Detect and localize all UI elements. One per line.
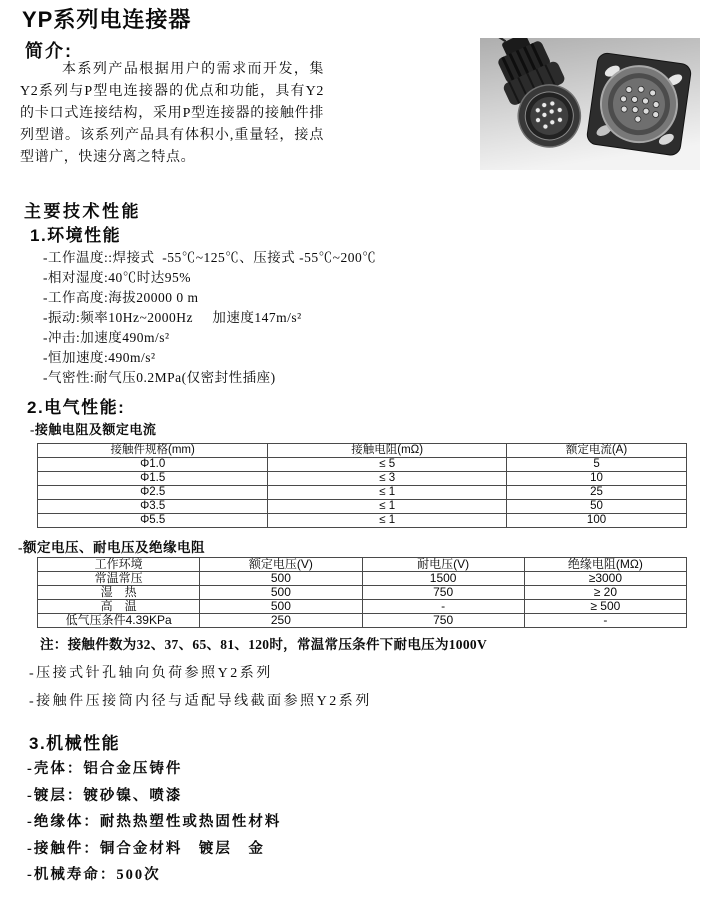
- table-cell: 低气压条件4.39KPa: [38, 614, 200, 628]
- receptacle-connector-illustration: [586, 52, 692, 156]
- list-item: -振动:频率10Hz~2000Hz 加速度147m/s²: [43, 310, 302, 325]
- table-row: [38, 586, 687, 600]
- table-header-cell: 绝缘电阻(MΩ): [524, 558, 686, 572]
- tech-heading: 主要技术性能: [24, 202, 141, 221]
- list-item: -恒加速度:490m/s²: [43, 350, 156, 365]
- table-cell: 250: [200, 614, 362, 628]
- table-cell: 500: [200, 600, 362, 614]
- list-item: -工作温度::焊接式 -55℃~125℃、压接式 -55℃~200℃: [43, 250, 377, 265]
- table-cell: Φ2.5: [38, 486, 268, 500]
- list-item: -接触件压接筒内径与适配导线截面参照Y2系列: [29, 694, 372, 709]
- table-header-cell: 工作环境: [38, 558, 200, 572]
- voltage-insulation-table: [37, 557, 687, 628]
- elec-extra-list: [29, 660, 372, 716]
- table-cell: ≤ 1: [268, 486, 507, 500]
- list-item: -气密性:耐气压0.2MPa(仅密封性插座): [43, 370, 276, 385]
- table-header-cell: 额定电压(V): [200, 558, 362, 572]
- table-row: [38, 572, 687, 586]
- table-row: [38, 458, 687, 472]
- table-cell: -: [524, 614, 686, 628]
- table-header-cell: 接触件规格(mm): [38, 444, 268, 458]
- table-cell: 高 温: [38, 600, 200, 614]
- list-item: -工作高度:海拔20000 0 m: [43, 290, 199, 305]
- table2-label: -额定电压、耐电压及绝缘电阻: [18, 540, 205, 555]
- table-cell: 1500: [362, 572, 524, 586]
- env-list: [43, 248, 376, 388]
- table-cell: 湿 热: [38, 586, 200, 600]
- table-row: [38, 514, 687, 528]
- table-cell: ≤ 5: [268, 458, 507, 472]
- table-cell: 5: [507, 458, 687, 472]
- list-item: -镀层：镀砂镍、喷漆: [27, 787, 183, 804]
- table-cell: Φ1.5: [38, 472, 268, 486]
- table-cell: ≥ 20: [524, 586, 686, 600]
- table-cell: 10: [507, 472, 687, 486]
- table-cell: Φ5.5: [38, 514, 268, 528]
- table-cell: ≥3000: [524, 572, 686, 586]
- product-photo: [480, 38, 700, 170]
- table-header-cell: 耐电压(V): [362, 558, 524, 572]
- intro-paragraph: 本系列产品根据用户的需求而开发，集Y2系列与P型电连接器的优点和功能，具有Y2的卡口式连接结构，采用P型连接器的接触件排列型谱。该系列产品具有体积小,重量轻，接点型谱广，快速分离之特点。: [20, 62, 324, 165]
- mech-heading: 3.机械性能: [29, 734, 121, 753]
- table-cell: 常温常压: [38, 572, 200, 586]
- table-cell: 100: [507, 514, 687, 528]
- list-item: -绝缘体：耐热热塑性或热固性材料: [27, 814, 282, 830]
- table1-label: -接触电阻及额定电流: [30, 422, 157, 437]
- table-header-row: [38, 558, 687, 572]
- table-note: 注：接触件数为32、37、65、81、120时，常温常压条件下耐电压为1000V: [40, 637, 487, 652]
- table-row: [38, 472, 687, 486]
- table-cell: 500: [200, 572, 362, 586]
- table-row: [38, 500, 687, 514]
- table-cell: ≤ 1: [268, 500, 507, 514]
- table-cell: ≤ 1: [268, 514, 507, 528]
- table-row: [38, 614, 687, 628]
- table-cell: 50: [507, 500, 687, 514]
- table-cell: 750: [362, 586, 524, 600]
- env-heading: 1.环境性能: [30, 226, 122, 245]
- table-cell: 750: [362, 614, 524, 628]
- table-header-row: [38, 444, 687, 458]
- list-item: -相对湿度:40℃时达95%: [43, 270, 191, 285]
- table-row: [38, 600, 687, 614]
- table-cell: 500: [200, 586, 362, 600]
- list-item: -压接式针孔轴向负荷参照Y2系列: [29, 666, 273, 681]
- page-title: YP系列电连接器: [22, 7, 192, 32]
- list-item: -机械寿命：500次: [27, 867, 161, 883]
- table-cell: ≥ 500: [524, 600, 686, 614]
- table-cell: Φ1.0: [38, 458, 268, 472]
- list-item: -接触件：铜合金材料 镀层 金: [27, 840, 265, 857]
- list-item: -壳体：铝合金压铸件: [27, 761, 183, 777]
- list-item: -冲击:加速度490m/s²: [43, 330, 170, 345]
- table-cell: Φ3.5: [38, 500, 268, 514]
- table-cell: 25: [507, 486, 687, 500]
- connector-photo-illustration: [480, 38, 700, 170]
- table-cell: ≤ 3: [268, 472, 507, 486]
- intro-heading: 简介:: [25, 41, 73, 61]
- table-row: [38, 486, 687, 500]
- elec-heading: 2.电气性能:: [27, 398, 126, 417]
- mech-list: [27, 756, 281, 889]
- table-header-cell: 额定电流(A): [507, 444, 687, 458]
- contact-resistance-table: [37, 443, 687, 528]
- table-cell: -: [362, 600, 524, 614]
- table-header-cell: 接触电阻(mΩ): [268, 444, 507, 458]
